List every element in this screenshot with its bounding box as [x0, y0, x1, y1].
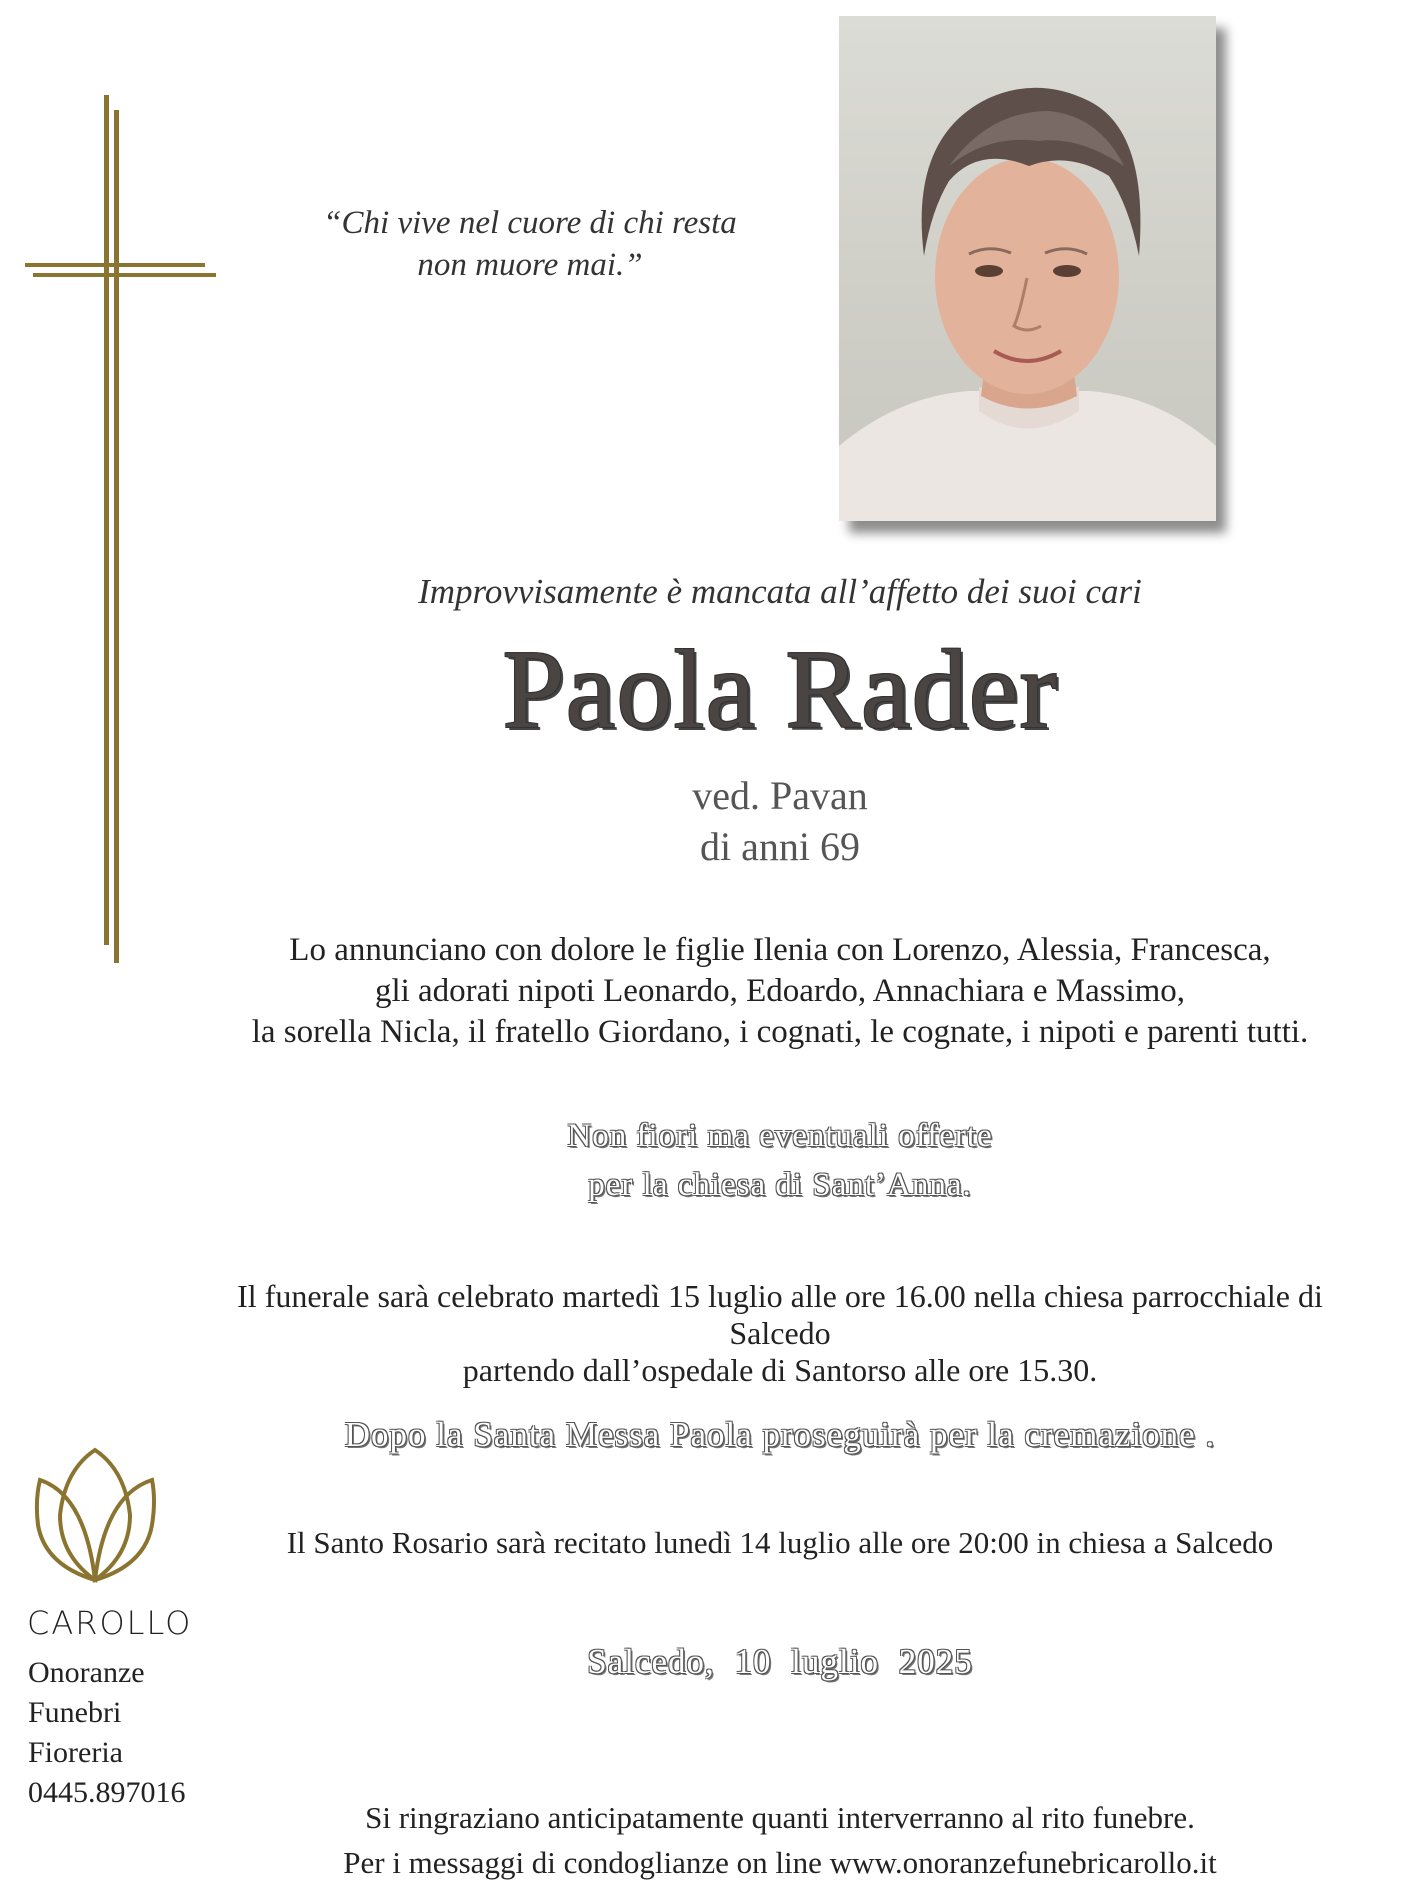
thanks-note [280, 1795, 1280, 1885]
rosary-note: Il Santo Rosario sarà recitato lunedì 14 luglio alle ore 20:00 in chiesa a Salcedo [286, 1525, 1274, 1560]
company-line-3: Fioreria [28, 1736, 123, 1769]
company-line-2: Funebri [28, 1696, 122, 1729]
cross-horizontal-bar [25, 263, 205, 267]
cremation-note: Dopo la Santa Messa Paola proseguirà per la cremazione . [344, 1415, 1216, 1454]
funeral-details [190, 1278, 1370, 1389]
flowers-note [380, 1112, 1180, 1210]
flowers-line-2: per la chiesa di Sant’Anna. [588, 1167, 972, 1203]
quote-line-2: non muore mai.” [417, 247, 643, 283]
funeral-line-2: partendo dall’ospedale di Santorso alle ore 15.30. [462, 1352, 1098, 1388]
deceased-name [300, 630, 1260, 750]
memorial-quote [280, 202, 780, 286]
funeral-line-1: Il funerale sarà celebrato martedì 15 luglio alle ore 16.00 nella chiesa parrocchiale di Salcedo [237, 1278, 1323, 1351]
family-line-2: gli adorati nipoti Leonardo, Edoardo, Annachiara e Massimo, [374, 973, 1186, 1009]
quote-line-1: “Chi vive nel cuore di chi resta [323, 205, 737, 241]
thanks-line-2: Per i messaggi di condoglianze on line www.onoranzefunebricarollo.it [343, 1845, 1217, 1880]
family-line-1: Lo annunciano con dolore le figlie Ilenia con Lorenzo, Alessia, Francesca, [289, 932, 1271, 968]
lotus-logo-icon [30, 1440, 160, 1590]
cross-vertical-bar-shadow [114, 110, 119, 963]
flowers-line-1: Non fiori ma eventuali offerte [567, 1118, 993, 1154]
company-line-1: Onoranze [28, 1656, 145, 1689]
age: di anni 69 [700, 824, 860, 869]
family-line-3: la sorella Nicla, il fratello Giordano, i cognati, le cognate, i nipoti e parenti tutti. [251, 1014, 1309, 1050]
place-date: Salcedo, 10 luglio 2025 [587, 1642, 973, 1681]
portrait-illustration [839, 16, 1216, 521]
cross-vertical-bar [104, 95, 109, 945]
thanks-line-1: Si ringraziano anticipatamente quanti interverranno al rito funebre. [365, 1800, 1195, 1835]
announcement-lead: Improvvisamente è mancata all’affetto dei suoi cari [418, 572, 1142, 611]
family-announcement [200, 930, 1360, 1053]
company-phone: 0445.897016 [28, 1776, 186, 1809]
company-brand: CAROLLO [27, 1604, 193, 1642]
portrait-photo [839, 16, 1216, 521]
cross-horizontal-bar-shadow [33, 273, 216, 277]
widow-of: ved. Pavan [692, 773, 868, 818]
company-details [28, 1653, 186, 1813]
deceased-name-text: Paola Rader [502, 628, 1058, 752]
